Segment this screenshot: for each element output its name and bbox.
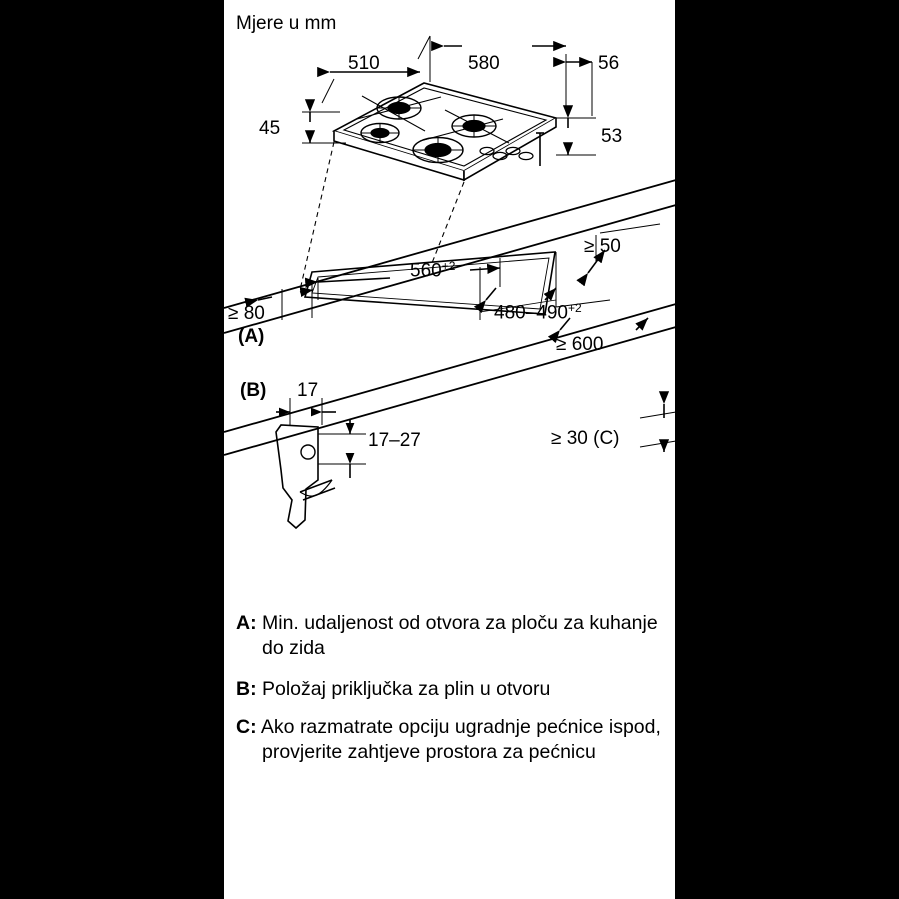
dim-label-560 bbox=[410, 259, 455, 283]
marker-a: (A) bbox=[238, 326, 265, 347]
units-label: Mjere u mm bbox=[236, 13, 337, 34]
note-c-label: C: bbox=[236, 716, 257, 738]
dim-label-min80: ≥ 80 bbox=[228, 303, 265, 324]
gas-connection-detail bbox=[276, 425, 335, 528]
dim-label-510: 510 bbox=[348, 53, 380, 74]
dim-17-27 bbox=[318, 420, 366, 478]
dim-min80 bbox=[258, 283, 313, 320]
note-c-text: Ako razmatrate opciju ugradnje pećnice ispod, provjerite zahtjeve prostora za pećnicu bbox=[260, 716, 661, 764]
note-a-text: Min. udaljenost od otvora za ploču za kuhanje do zida bbox=[262, 612, 658, 660]
dim-label-480-490 bbox=[494, 301, 582, 325]
dim-label-45: 45 bbox=[259, 118, 281, 139]
dim-label-17: 17 bbox=[297, 380, 319, 401]
dim-label-17-27: 17–27 bbox=[368, 430, 421, 451]
dim-53 bbox=[556, 118, 596, 155]
note-b-label: B: bbox=[236, 678, 257, 700]
dim-label-min50: ≥ 50 bbox=[584, 236, 621, 257]
dim-560-tolerance: +2 bbox=[441, 259, 456, 273]
note-a-label: A: bbox=[236, 612, 257, 634]
dim-label-min600: ≥ 600 bbox=[556, 334, 604, 355]
hob-top-plate bbox=[334, 83, 556, 180]
marker-b: (B) bbox=[240, 380, 267, 401]
burner-front-left bbox=[361, 124, 399, 144]
note-b bbox=[236, 677, 682, 702]
burner-rear-right bbox=[452, 115, 496, 137]
dim-label-56: 56 bbox=[598, 53, 620, 74]
dim-label-580: 580 bbox=[468, 53, 500, 74]
dim-56 bbox=[566, 54, 592, 116]
dim-min30 bbox=[640, 404, 676, 452]
dim-560-value: 560 bbox=[410, 260, 442, 282]
dim-label-min30: ≥ 30 (C) bbox=[551, 428, 620, 449]
dim-480-490-tolerance: +2 bbox=[567, 301, 582, 315]
note-c bbox=[236, 715, 667, 766]
dim-480-490-value: 480–490 bbox=[494, 302, 568, 324]
dim-label-53: 53 bbox=[601, 126, 623, 147]
worktop bbox=[224, 180, 676, 455]
note-a bbox=[236, 611, 682, 662]
note-b-text: Položaj priključka za plin u otvoru bbox=[262, 678, 551, 700]
